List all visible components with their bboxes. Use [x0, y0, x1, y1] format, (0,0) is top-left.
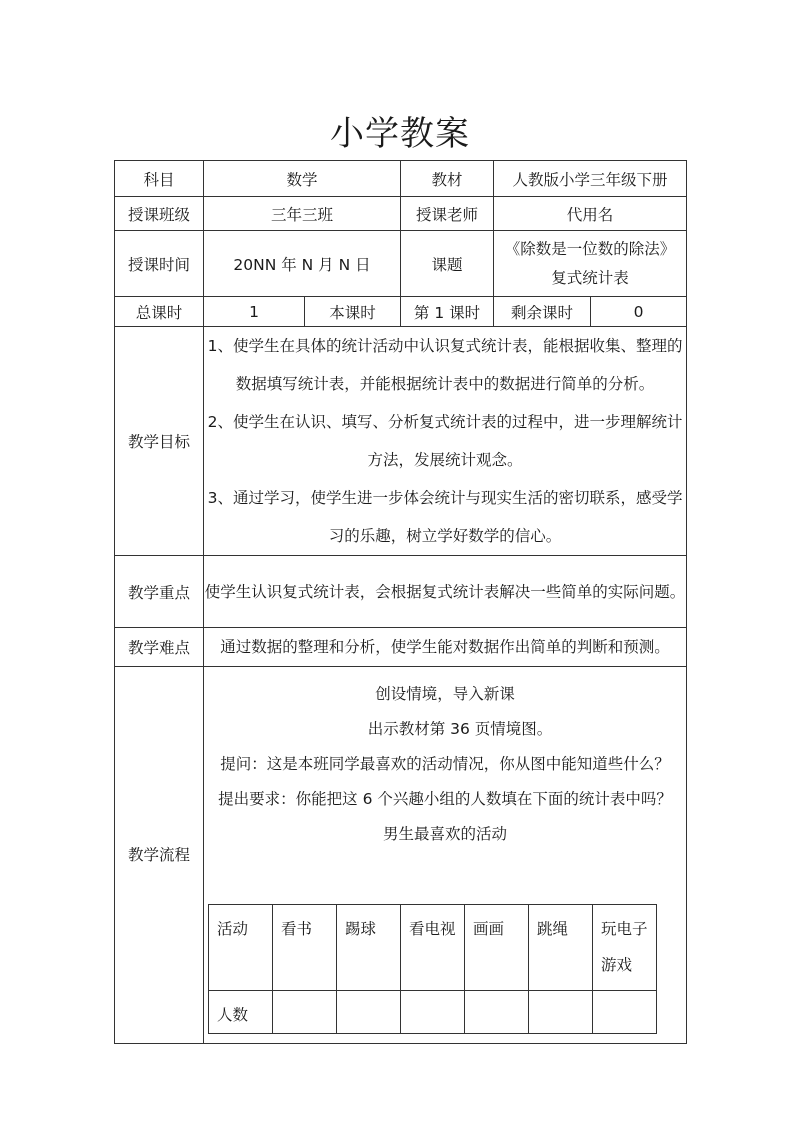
goals-content — [204, 327, 687, 556]
stats-empty-cell — [273, 990, 337, 1033]
activity-stats-table — [208, 904, 657, 1034]
stats-empty-cell — [529, 990, 593, 1033]
textbook-label: 教材 — [401, 161, 494, 197]
row-goals — [115, 327, 687, 556]
topic-line-2: 复式统计表 — [551, 268, 629, 287]
subject-label: 科目 — [115, 161, 204, 197]
time-label: 授课时间 — [115, 231, 204, 297]
stats-count-row — [209, 990, 657, 1033]
total-hours-label: 总课时 — [115, 297, 204, 327]
stats-header-cell: 玩电子游戏 — [593, 904, 657, 990]
process-line: 创设情境，导入新课 — [375, 684, 515, 703]
class-value: 三年三班 — [204, 197, 401, 231]
stats-empty-cell — [337, 990, 401, 1033]
stats-header-cell: 活动 — [209, 904, 273, 990]
key-points-label: 教学重点 — [115, 556, 204, 628]
goal-item: 3、通过学习，使学生进一步体会统计与现实生活的密切联系，感受学习的乐趣，树立学好数学的信心。 — [207, 489, 683, 545]
row-difficulties — [115, 628, 687, 667]
process-line: 提出要求：你能把这 6 个兴趣小组的人数填在下面的统计表中吗？ — [218, 789, 672, 808]
remaining-hours-label: 剩余课时 — [494, 297, 591, 327]
process-content — [204, 667, 687, 1044]
stats-header-cell: 看书 — [273, 904, 337, 990]
process-line: 男生最喜欢的活动 — [383, 824, 508, 843]
key-points-text: 使学生认识复式统计表，会根据复式统计表解决一些简单的实际问题。 — [204, 556, 687, 628]
teacher-value: 代用名 — [494, 197, 687, 231]
class-label: 授课班级 — [115, 197, 204, 231]
topic-line-1: 《除数是一位数的除法》 — [504, 239, 676, 258]
time-value: 20NN 年 N 月 N 日 — [204, 231, 401, 297]
difficulties-label: 教学难点 — [115, 628, 204, 667]
remaining-hours-value: 0 — [591, 297, 687, 327]
stats-header-cell: 画画 — [465, 904, 529, 990]
stats-row-label: 人数 — [209, 990, 273, 1033]
subject-value: 数学 — [204, 161, 401, 197]
stats-header-cell: 跳绳 — [529, 904, 593, 990]
textbook-value: 人教版小学三年级下册 — [494, 161, 687, 197]
goal-item: 1、使学生在具体的统计活动中认识复式统计表，能根据收集、整理的数据填写统计表，并能根据统计表中的数据进行简单的分析。 — [207, 337, 683, 393]
stats-empty-cell — [465, 990, 529, 1033]
goals-label: 教学目标 — [115, 327, 204, 556]
goal-item: 2、使学生在认识、填写、分析复式统计表的过程中，进一步理解统计方法，发展统计观念。 — [207, 413, 683, 469]
lesson-plan-table — [114, 160, 687, 1044]
stats-header-row — [209, 904, 657, 990]
stats-header-cell: 踢球 — [337, 904, 401, 990]
row-subject — [115, 161, 687, 197]
current-hour-label: 本课时 — [305, 297, 401, 327]
topic-label: 课题 — [401, 231, 494, 297]
total-hours-value: 1 — [204, 297, 305, 327]
topic-value — [494, 231, 687, 297]
row-process — [115, 667, 687, 1044]
page-title: 小学教案 — [330, 114, 470, 154]
stats-empty-cell — [401, 990, 465, 1033]
row-time — [115, 231, 687, 297]
difficulties-text: 通过数据的整理和分析，使学生能对数据作出简单的判断和预测。 — [204, 628, 687, 667]
current-hour-value: 第 1 课时 — [401, 297, 494, 327]
process-label: 教学流程 — [115, 667, 204, 1044]
stats-header-cell: 看电视 — [401, 904, 465, 990]
row-hours — [115, 297, 687, 327]
process-line: 提问：这是本班同学最喜欢的活动情况，你从图中能知道些什么？ — [220, 754, 670, 773]
process-line: 出示教材第 36 页情境图。 — [367, 719, 553, 738]
row-class — [115, 197, 687, 231]
teacher-label: 授课老师 — [401, 197, 494, 231]
stats-empty-cell — [593, 990, 657, 1033]
row-key-points — [115, 556, 687, 628]
